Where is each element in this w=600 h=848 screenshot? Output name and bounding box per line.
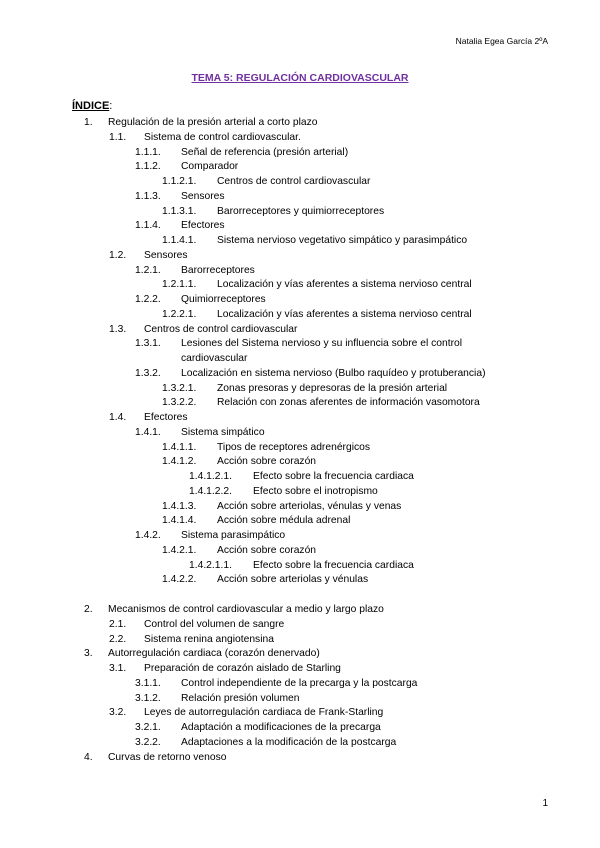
toc-item-number: 3.1. xyxy=(109,663,127,674)
toc-item-1-4-1-2-2 xyxy=(0,485,600,500)
toc-item-1-1-4 xyxy=(0,219,600,234)
toc-item-number: 1.4.1.2.2. xyxy=(189,485,232,497)
toc-item-1-3-2-1 xyxy=(0,382,600,397)
toc-item-number: 1.4.2.1. xyxy=(162,544,197,556)
toc-item-text: Sistema de control cardiovascular. xyxy=(144,131,301,143)
toc-item-number: 1.1.1. xyxy=(135,146,161,158)
toc-item-number: 1.1. xyxy=(109,131,127,143)
toc-item-1-4-2-1 xyxy=(0,544,600,559)
toc-item-number: 1.4.2.1.1. xyxy=(189,559,232,571)
toc-item-number: 3.1.1. xyxy=(135,677,161,689)
toc-item-text: Control del volumen de sangre xyxy=(144,618,285,630)
toc-item-text: Efecto sobre la frecuencia cardiaca xyxy=(253,471,414,482)
toc-item-text: Curvas de retorno venoso xyxy=(108,751,227,763)
toc-item-1-4-1 xyxy=(0,426,600,441)
toc-item-text: Señal de referencia (presión arterial) xyxy=(181,146,349,158)
index-label: ÍNDICE xyxy=(72,100,110,112)
header-author: Natalia Egea García 2ºA xyxy=(455,36,548,46)
toc-item-1-4-1-2 xyxy=(0,455,600,470)
toc-item-1-3-2 xyxy=(0,367,600,382)
toc-item-text: Centros de control cardiovascular xyxy=(144,323,298,335)
toc-item-number: 1.2. xyxy=(109,249,127,261)
toc-item-text: Efecto sobre la frecuencia cardiaca xyxy=(253,559,414,571)
toc-item-text: Sistema parasimpático xyxy=(181,530,286,541)
toc-item-1-2-1 xyxy=(0,264,600,279)
toc-item-number: 3. xyxy=(84,648,93,660)
toc-item-text: Localización y vías aferentes a sistema nervioso central xyxy=(217,308,472,320)
toc-item-number: 2. xyxy=(84,604,93,615)
index-heading xyxy=(72,100,112,112)
toc-item-number: 1. xyxy=(84,117,93,128)
toc-item-1-2-2 xyxy=(0,293,600,308)
toc-item-text: Adaptaciones a la modificación de la postcarga xyxy=(181,736,397,748)
toc-item-text: Efectores xyxy=(181,220,225,232)
toc-item-text: Relación presión volumen xyxy=(181,692,300,704)
toc-item-text: Acción sobre arteriolas, vénulas y venas xyxy=(217,500,402,512)
toc-item-4 xyxy=(0,751,600,766)
toc-item-2 xyxy=(0,603,600,618)
toc-item-1-4 xyxy=(0,411,600,426)
toc-item-1-4-1-3 xyxy=(0,500,600,515)
toc-item-number: 1.1.4. xyxy=(135,220,161,232)
toc-item-number: 1.4.1.2.1. xyxy=(189,471,232,482)
table-of-contents xyxy=(0,116,600,765)
toc-item-number: 3.2. xyxy=(109,707,127,719)
toc-item-number: 1.2.1. xyxy=(135,264,161,276)
toc-item-text: Autorregulación cardiaca (corazón denervado) xyxy=(108,648,320,660)
toc-item-text: Comparador xyxy=(181,161,239,173)
toc-item-number: 2.2. xyxy=(109,633,127,645)
toc-item-1-1-4-1 xyxy=(0,234,600,249)
toc-item-1-4-1-1 xyxy=(0,441,600,456)
toc-item-number: 4. xyxy=(84,751,93,763)
toc-item-number: 1.4.1.1. xyxy=(162,441,197,453)
toc-item-1-2-2-1 xyxy=(0,308,600,323)
toc-item-number: 3.2.1. xyxy=(135,722,161,733)
toc-item-text: Sistema renina angiotensina xyxy=(144,633,274,645)
toc-item-text: Acción sobre médula adrenal xyxy=(217,515,351,527)
toc-item-1-1-3-1 xyxy=(0,205,600,220)
toc-item-2-1 xyxy=(0,618,600,633)
toc-item-3-1-1 xyxy=(0,677,600,692)
toc-item-number: 1.4.2. xyxy=(135,530,161,541)
toc-item-text: Adaptación a modificaciones de la precarga xyxy=(181,722,381,733)
toc-item-1-1-2 xyxy=(0,160,600,175)
toc-item-text: Efectores xyxy=(144,412,188,423)
toc-item-text: Lesiones del Sistema nervioso y su influencia sobre el control cardiovascular xyxy=(181,338,463,364)
toc-item-number: 1.3.2. xyxy=(135,367,161,379)
toc-item-number: 1.1.2. xyxy=(135,161,161,173)
toc-item-3-1 xyxy=(0,662,600,677)
toc-item-text: Acción sobre corazón xyxy=(217,456,317,468)
toc-item-text: Sistema simpático xyxy=(181,426,265,438)
toc-item-number: 1.4.1.4. xyxy=(162,515,197,527)
toc-item-3-2 xyxy=(0,706,600,721)
toc-item-number: 1.1.2.1. xyxy=(162,176,197,187)
toc-item-1 xyxy=(0,116,600,131)
toc-item-number: 1.4.1.3. xyxy=(162,500,197,512)
toc-item-number: 3.2.2. xyxy=(135,736,161,748)
toc-item-text: Mecanismos de control cardiovascular a medio y largo plazo xyxy=(108,604,384,615)
toc-item-1-1 xyxy=(0,131,600,146)
toc-item-number: 1.3.2.2. xyxy=(162,397,197,409)
toc-item-text: Tipos de receptores adrenérgicos xyxy=(217,441,371,453)
index-colon: : xyxy=(109,100,113,112)
toc-item-2-2 xyxy=(0,633,600,648)
toc-item-text: Localización en sistema nervioso (Bulbo raquídeo y protuberancia) xyxy=(181,367,486,379)
toc-item-text: Leyes de autorregulación cardiaca de Frank-Starling xyxy=(144,707,384,719)
toc-item-1-1-2-1 xyxy=(0,175,600,190)
toc-item-text: Sistema nervioso vegetativo simpático y parasimpático xyxy=(217,235,468,246)
toc-item-number: 1.4.1. xyxy=(135,426,161,438)
toc-item-number: 1.4. xyxy=(109,412,127,423)
toc-item-3 xyxy=(0,647,600,662)
toc-item-3-1-2 xyxy=(0,692,600,707)
toc-item-text: Barorreceptores xyxy=(181,264,255,276)
toc-item-text: Localización y vías aferentes a sistema nervioso central xyxy=(217,279,472,291)
toc-item-3-2-1 xyxy=(0,721,600,736)
toc-item-1-4-2-2 xyxy=(0,573,600,588)
toc-item-number: 3.1.2. xyxy=(135,692,161,704)
toc-item-number: 1.3.1. xyxy=(135,338,161,350)
toc-item-number: 1.4.1.2. xyxy=(162,456,197,468)
toc-item-1-3 xyxy=(0,323,600,338)
toc-item-text: Sensores xyxy=(181,190,225,202)
toc-item-3-2-2 xyxy=(0,736,600,751)
toc-item-text: Barorreceptores y quimiorreceptores xyxy=(217,205,385,217)
toc-item-1-3-1 xyxy=(0,337,600,367)
toc-item-text: Sensores xyxy=(144,249,188,261)
toc-item-1-2 xyxy=(0,249,600,264)
toc-item-number: 1.2.2.1. xyxy=(162,308,197,320)
toc-item-text: Preparación de corazón aislado de Starling xyxy=(144,663,341,674)
toc-item-number: 2.1. xyxy=(109,618,127,630)
toc-item-text: Acción sobre corazón xyxy=(217,544,317,556)
toc-item-1-4-1-2-1 xyxy=(0,470,600,485)
toc-item-text: Efecto sobre el inotropismo xyxy=(253,485,378,497)
toc-item-1-1-3 xyxy=(0,190,600,205)
toc-item-1-4-2-1-1 xyxy=(0,559,600,574)
toc-item-number: 1.2.2. xyxy=(135,294,161,305)
toc-item-text: Acción sobre arteriolas y vénulas xyxy=(217,574,369,586)
toc-item-number: 1.3.2.1. xyxy=(162,382,197,394)
toc-item-text: Regulación de la presión arterial a corto plazo xyxy=(108,117,318,128)
toc-item-1-4-1-4 xyxy=(0,514,600,529)
toc-item-text: Centros de control cardiovascular xyxy=(217,176,371,187)
toc-item-1-3-2-2 xyxy=(0,396,600,411)
toc-item-number: 1.4.2.2. xyxy=(162,574,197,586)
toc-item-text: Control independiente de la precarga y la postcarga xyxy=(181,677,418,689)
toc-item-1-2-1-1 xyxy=(0,278,600,293)
toc-item-text: Zonas presoras y depresoras de la presión arterial xyxy=(217,382,448,394)
toc-item-number: 1.2.1.1. xyxy=(162,279,197,291)
toc-item-1-1-1 xyxy=(0,146,600,161)
page-number: 1 xyxy=(542,798,548,809)
toc-item-number: 1.1.3.1. xyxy=(162,205,197,217)
toc-item-number: 1.1.4.1. xyxy=(162,235,197,246)
toc-item-text: Quimiorreceptores xyxy=(181,294,266,305)
toc-item-number: 1.3. xyxy=(109,323,127,335)
toc-item-1-4-2 xyxy=(0,529,600,544)
toc-item-number: 1.1.3. xyxy=(135,190,161,202)
document-title: TEMA 5: REGULACIÓN CARDIOVASCULAR xyxy=(191,72,409,84)
toc-item-text: Relación con zonas aferentes de información vasomotora xyxy=(217,397,480,409)
